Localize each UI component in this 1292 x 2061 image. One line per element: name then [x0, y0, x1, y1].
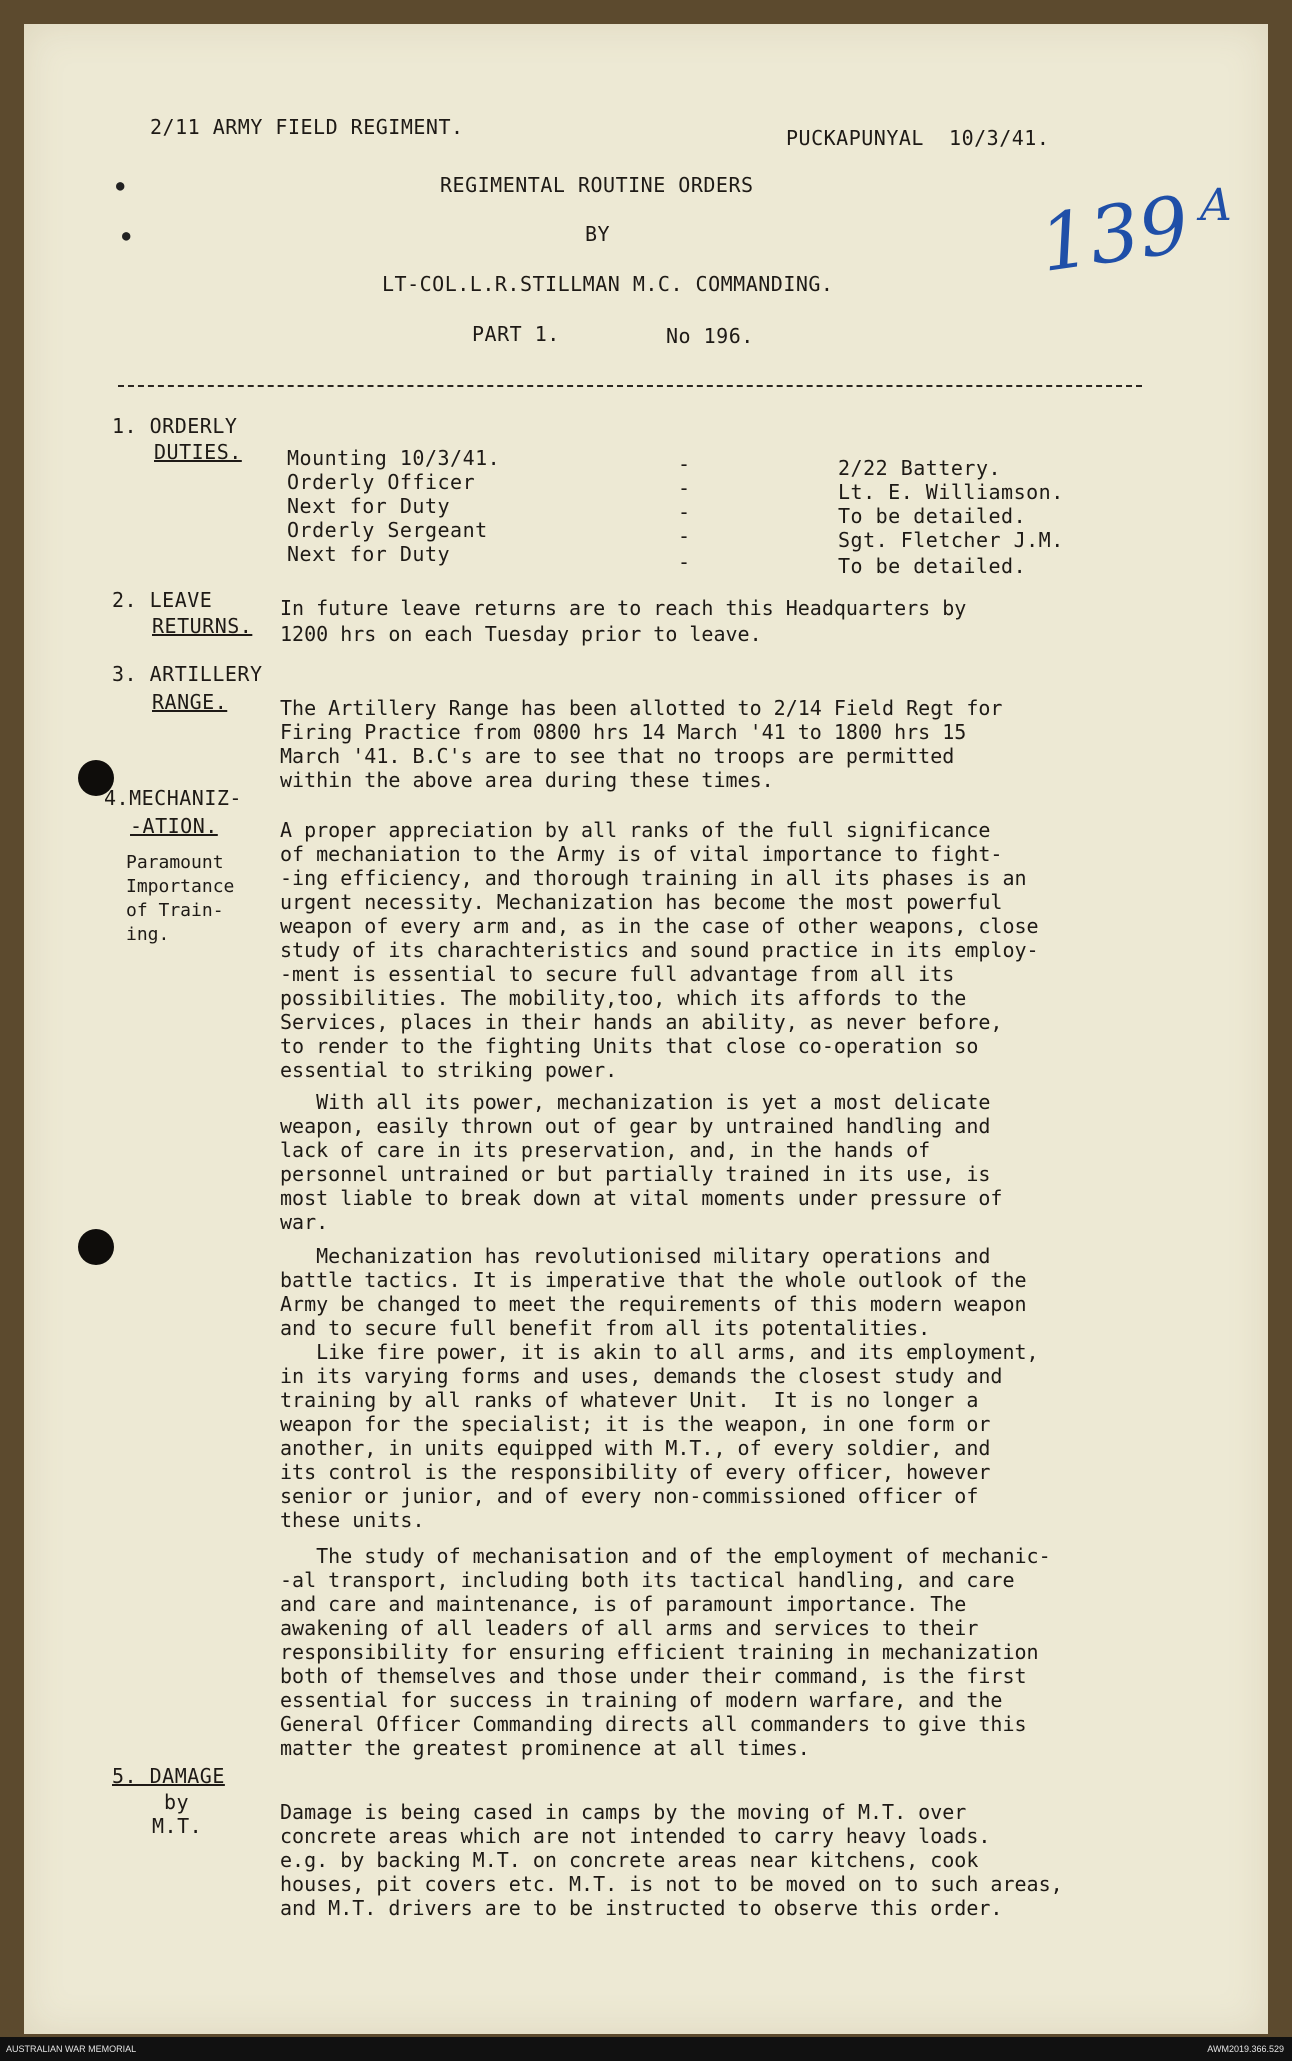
section-3-line: March '41. B.C's are to see that no troops are permitted [280, 744, 955, 768]
bullet-mark: ● [122, 228, 131, 244]
section-4-para2-line: weapon, easily thrown out of gear by untrained handling and [280, 1114, 991, 1138]
section-5-subheading: by [164, 1790, 190, 1814]
section-4-para3-line: and to secure full benefit from all its potentalities. [280, 1316, 931, 1340]
section-1-heading: 1. ORDERLY [112, 414, 238, 438]
section-4-para3-line: Like fire power, it is akin to all arms, and its employment, [280, 1340, 1039, 1364]
section-4-para3-line: senior or junior, and of every non-commissioned officer of [280, 1484, 979, 1508]
section-5-line: concrete areas which are not intended to carry heavy loads. [280, 1824, 991, 1848]
section-4-para3-line: battle tactics. It is imperative that the whole outlook of the [280, 1268, 1027, 1292]
section-4-para1-line: Services, places in their hands an ability, as never before, [280, 1010, 1003, 1034]
section-4-para4-line: both of themselves and those under their command, is the first [280, 1664, 1027, 1688]
punch-hole-bottom [78, 1229, 114, 1265]
section-4-para4-line: The study of mechanisation and of the employment of mechanic- [280, 1544, 1051, 1568]
margin-note: Paramount [126, 852, 224, 873]
margin-note: ing. [126, 924, 170, 945]
section-4-para1-line: -ing efficiency, and thorough training in all its phases is an [280, 866, 1027, 890]
duty-label: Orderly Sergeant [287, 518, 488, 542]
section-5-line: e.g. by backing M.T. on concrete areas near kitchens, cook [280, 1848, 979, 1872]
place-date: PUCKAPUNYAL 10/3/41. [786, 126, 1050, 150]
section-2-heading: 2. LEAVE [112, 588, 213, 612]
section-5-subheading-2: M.T. [152, 1814, 203, 1838]
duty-value: To be detailed. [838, 504, 1027, 528]
bullet-mark: ● [116, 178, 125, 194]
section-4-para2-line: most liable to break down at vital moments under pressure of [280, 1186, 1003, 1210]
archive-name: AUSTRALIAN WAR MEMORIAL [6, 2044, 137, 2054]
margin-note: Importance [126, 876, 235, 897]
unit-name: 2/11 ARMY FIELD REGIMENT. [150, 115, 464, 139]
section-4-para2-line: war. [280, 1210, 329, 1234]
section-3-heading: 3. ARTILLERY [112, 662, 263, 686]
section-4-para3-line: its control is the responsibility of every officer, however [280, 1460, 991, 1484]
handwritten-folio-number: 139 [1034, 180, 1195, 290]
duty-dash: - [678, 452, 691, 476]
section-1-subheading: DUTIES. [154, 440, 242, 464]
section-4-para1-line: possibilities. The mobility,too, which its affords to the [280, 986, 967, 1010]
duty-value: Lt. E. Williamson. [838, 480, 1064, 504]
section-4-para3-line: Army be changed to meet the requirements of this modern weapon [280, 1292, 1027, 1316]
section-5-line: and M.T. drivers are to be instructed to observe this order. [280, 1896, 1003, 1920]
section-5-heading: 5. DAMAGE [112, 1764, 225, 1788]
section-4-para4-line: matter the greatest prominence at all times. [280, 1736, 810, 1760]
section-4-heading: 4.MECHANIZ- [104, 786, 242, 810]
section-3-line: The Artillery Range has been allotted to 2/14 Field Regt for [280, 696, 1003, 720]
section-2-subheading: RETURNS. [152, 614, 253, 638]
duty-value: 2/22 Battery. [838, 456, 1002, 480]
archive-footer [0, 2037, 1292, 2061]
section-4-para2-line: With all its power, mechanization is yet a most delicate [280, 1090, 991, 1114]
section-4-para4-line: and care and maintenance, is of paramount importance. The [280, 1592, 967, 1616]
section-4-para1-line: -ment is essential to secure full advantage from all its [280, 962, 955, 986]
section-4-para3-line: another, in units equipped with M.T., of every soldier, and [280, 1436, 991, 1460]
section-2-line: 1200 hrs on each Tuesday prior to leave. [280, 622, 762, 646]
section-4-para4-line: essential for success in training of modern warfare, and the [280, 1688, 1003, 1712]
section-2-line: In future leave returns are to reach this Headquarters by [280, 596, 967, 620]
duty-value: To be detailed. [838, 554, 1027, 578]
archive-reference: AWM2019.366.529 [1207, 2044, 1284, 2054]
duty-dash: - [678, 500, 691, 524]
order-number: No 196. [666, 324, 754, 348]
section-4-para4-line: -al transport, including both its tactical handling, and care [280, 1568, 1015, 1592]
section-4-para4-line: awakening of all leaders of all arms and services to their [280, 1616, 979, 1640]
section-3-subheading: RANGE. [152, 690, 228, 714]
title-by: BY [585, 222, 611, 246]
section-5-line: Damage is being cased in camps by the moving of M.T. over [280, 1800, 967, 1824]
section-4-para4-line: responsibility for ensuring efficient training in mechanization [280, 1640, 1039, 1664]
section-4-para4-line: General Officer Commanding directs all commanders to give this [280, 1712, 1027, 1736]
document-title: REGIMENTAL ROUTINE ORDERS [440, 173, 754, 197]
section-4-para2-line: lack of care in its preservation, and, in the hands of [280, 1138, 931, 1162]
section-3-line: Firing Practice from 0800 hrs 14 March '41 to 1800 hrs 15 [280, 720, 967, 744]
duty-label: Next for Duty [287, 494, 451, 518]
duty-label: Orderly Officer [287, 470, 476, 494]
handwritten-folio-suffix: A [1200, 180, 1232, 231]
section-4-para1-line: of mechaniation to the Army is of vital importance to fight- [280, 842, 1003, 866]
duty-value: Sgt. Fletcher J.M. [838, 528, 1064, 552]
section-4-para1-line: to render to the fighting Units that close co-operation so [280, 1034, 979, 1058]
section-4-para1-line: weapon of every arm and, as in the case of other weapons, close [280, 914, 1039, 938]
divider-rule [118, 385, 1142, 387]
duty-label: Mounting 10/3/41. [287, 446, 501, 470]
section-4-para1-line: study of its charachteristics and sound practice in its employ- [280, 938, 1039, 962]
duty-dash: - [678, 550, 691, 574]
section-5-line: houses, pit covers etc. M.T. is not to be moved on to such areas, [280, 1872, 1063, 1896]
part-number: PART 1. [472, 322, 560, 346]
margin-note: of Train- [126, 900, 224, 921]
section-4-para2-line: personnel untrained or but partially trained in its use, is [280, 1162, 991, 1186]
duty-label: Next for Duty [287, 542, 451, 566]
section-4-para3-line: in its varying forms and uses, demands the closest study and [280, 1364, 1003, 1388]
section-4-para3-line: Mechanization has revolutionised military operations and [280, 1244, 991, 1268]
section-3-line: within the above area during these times. [280, 768, 774, 792]
section-4-para1-line: urgent necessity. Mechanization has become the most powerful [280, 890, 1003, 914]
section-4-para1-line: essential to striking power. [280, 1058, 618, 1082]
section-4-para3-line: these units. [280, 1508, 425, 1532]
section-4-subheading: -ATION. [130, 814, 218, 838]
section-4-para3-line: weapon for the specialist; it is the weapon, in one form or [280, 1412, 991, 1436]
duty-dash: - [678, 476, 691, 500]
section-4-para3-line: training by all ranks of whatever Unit. It is no longer a [280, 1388, 979, 1412]
section-4-para1-line: A proper appreciation by all ranks of the full significance [280, 818, 991, 842]
duty-dash: - [678, 524, 691, 548]
commander: LT-COL.L.R.STILLMAN M.C. COMMANDING. [382, 272, 834, 296]
